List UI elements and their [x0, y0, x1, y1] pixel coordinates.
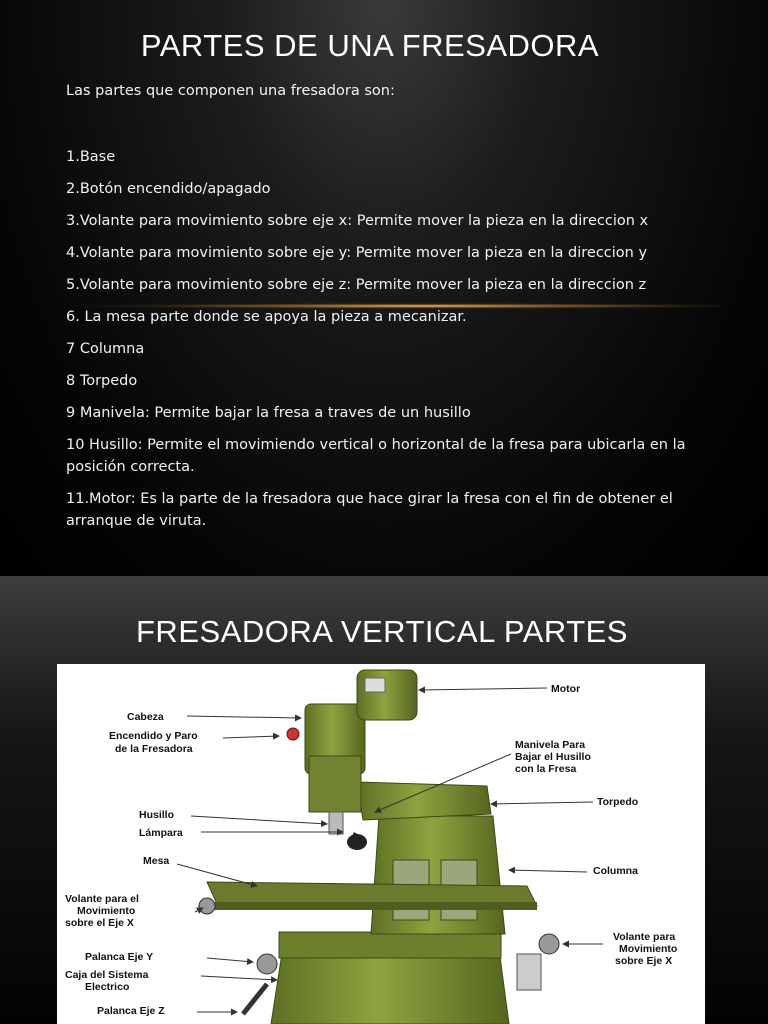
table-edge: [207, 902, 537, 910]
label-encendido: de la Fresadora: [115, 743, 193, 755]
list-item: 11.Motor: Es la parte de la fresadora que hace girar la fresa con el fin de obtener el arranque de viruta.: [66, 491, 673, 529]
list-item: 4.Volante para movimiento sobre eje y: Permite mover la pieza en la direccion y: [66, 245, 648, 261]
slide-2: [0, 576, 768, 1024]
list-item: 9 Manivela: Permite bajar la fresa a traves de un husillo: [66, 405, 471, 421]
label-volante-x: Volante para el: [65, 893, 139, 905]
label-caja: Caja del Sistema: [65, 969, 149, 981]
label-volante-z: Movimiento: [619, 943, 678, 955]
list-item: 3.Volante para movimiento sobre eje x: Permite mover la pieza en la direccion x: [66, 213, 649, 229]
list-item: 6. La mesa parte donde se apoya la pieza a mecanizar.: [66, 309, 467, 325]
list-item: 2.Botón encendido/apagado: [66, 181, 271, 197]
milling-machine-diagram: [57, 664, 705, 1024]
parts-list: [66, 146, 726, 542]
quill-housing: [309, 756, 361, 812]
slide-title: FRESADORA VERTICAL PARTES: [136, 614, 628, 649]
label-mesa: Mesa: [143, 855, 170, 867]
label-palanca-z: Palanca Eje Z: [97, 1005, 165, 1017]
torpedo-shape: [357, 782, 491, 820]
list-item: 10 Husillo: Permite el movimiendo vertical o horizontal de la fresa para ubicarla en la posición correcta.: [66, 437, 686, 475]
spindle-shape: [329, 812, 343, 834]
label-volante-x: sobre el Eje X: [65, 917, 134, 929]
motor-plate: [365, 678, 385, 692]
label-manivela: Bajar el Husillo: [515, 751, 591, 763]
handwheel-right: [539, 934, 559, 954]
label-caja: Electrico: [85, 981, 130, 993]
slide-title: PARTES DE UNA FRESADORA: [140, 28, 600, 63]
feed-unit: [517, 954, 541, 990]
label-palanca-y: Palanca Eje Y: [85, 951, 154, 963]
label-manivela: Manivela Para: [515, 739, 586, 751]
label-motor: Motor: [551, 683, 581, 695]
intro-text: Las partes que componen una fresadora son:: [66, 83, 395, 99]
list-item: 8 Torpedo: [66, 373, 138, 389]
label-manivela: con la Fresa: [515, 763, 577, 775]
list-item: 1.Base: [66, 149, 116, 165]
lamp-shape: [347, 834, 367, 850]
label-husillo: Husillo: [139, 809, 175, 821]
label-lampara: Lámpara: [139, 827, 183, 839]
label-volante-z: sobre Eje X: [615, 955, 673, 967]
list-item: 7 Columna: [66, 341, 145, 357]
list-item: 5.Volante para movimiento sobre eje z: Permite mover la pieza en la direccion z: [66, 277, 647, 293]
label-torpedo: Torpedo: [597, 796, 639, 808]
column-shape: [371, 816, 505, 934]
handwheel-y: [257, 954, 277, 974]
label-columna: Columna: [593, 865, 638, 877]
knee-shape: [279, 932, 501, 958]
handwheel-x: [199, 898, 215, 914]
power-switch: [287, 728, 299, 740]
label-encendido: Encendido y Paro: [109, 730, 198, 742]
label-volante-x: Movimiento: [77, 905, 136, 917]
machine-illustration: [57, 664, 705, 1024]
label-cabeza: Cabeza: [127, 711, 164, 723]
lever-z: [243, 984, 267, 1014]
label-volante-z: Volante para: [613, 931, 676, 943]
